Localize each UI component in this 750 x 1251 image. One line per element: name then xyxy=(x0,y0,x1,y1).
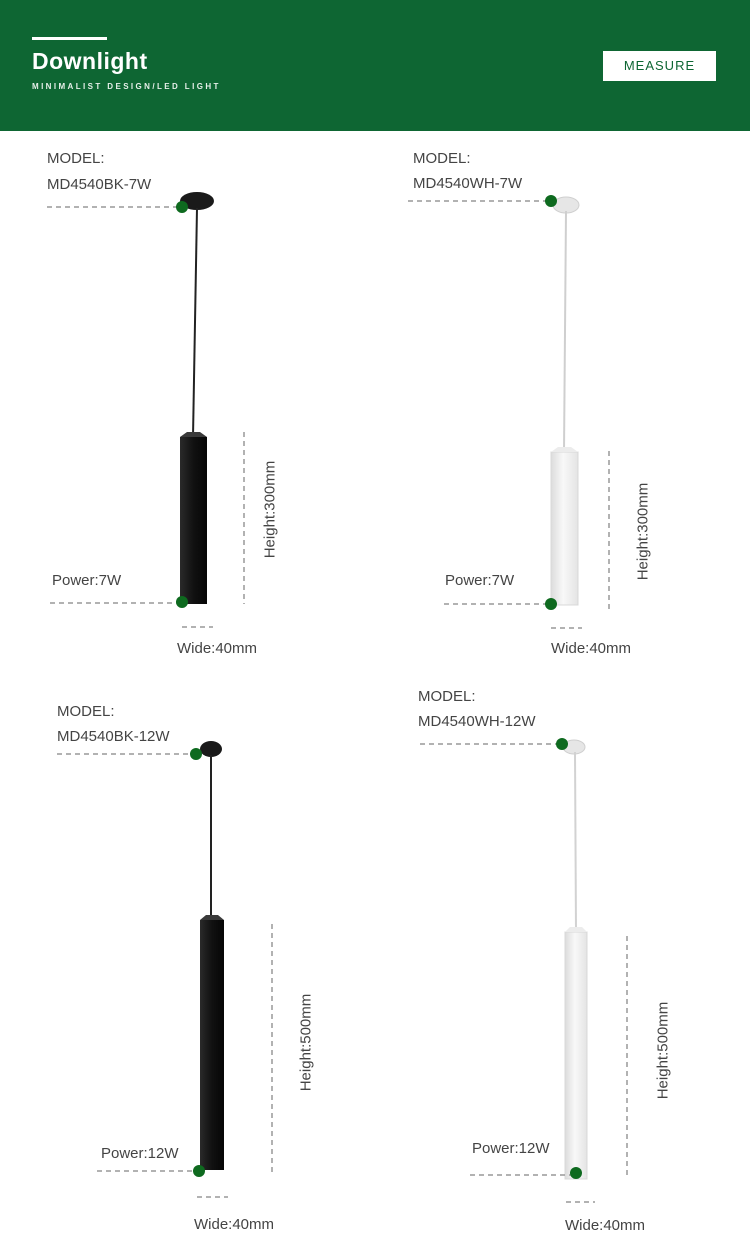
measure-button[interactable]: MEASURE xyxy=(603,51,716,81)
model-code: MD4540BK-12W xyxy=(57,728,170,745)
lamp-body xyxy=(200,920,224,1170)
power-label: Power:7W xyxy=(52,572,122,589)
marker-dot xyxy=(176,201,188,213)
suspension-cord xyxy=(564,211,566,452)
product-3-drawing xyxy=(57,741,272,1197)
model-label: MODEL: xyxy=(47,150,105,167)
wide-label: Wide:40mm xyxy=(194,1216,275,1233)
marker-dot xyxy=(545,598,557,610)
product-1-drawing xyxy=(47,192,244,627)
model-code: MD4540BK-7W xyxy=(47,176,152,193)
lamp-body xyxy=(551,452,578,605)
model-code: MD4540WH-7W xyxy=(413,175,523,192)
wide-label: Wide:40mm xyxy=(177,640,258,657)
marker-dot xyxy=(190,748,202,760)
height-label: Height:300mm xyxy=(261,460,279,559)
lamp-body xyxy=(180,437,207,604)
power-label: Power:12W xyxy=(101,1145,179,1162)
height-label: Height:500mm xyxy=(297,993,315,1092)
marker-dot xyxy=(556,738,568,750)
wide-label: Wide:40mm xyxy=(551,640,632,657)
ceiling-canopy-icon xyxy=(200,741,222,757)
marker-dot xyxy=(545,195,557,207)
model-label: MODEL: xyxy=(57,703,115,720)
power-label: Power:7W xyxy=(445,572,515,589)
page-title: Downlight xyxy=(32,48,148,74)
product-2-drawing xyxy=(408,195,609,628)
model-label: MODEL: xyxy=(418,688,476,705)
power-label: Power:12W xyxy=(472,1140,550,1157)
model-label: MODEL: xyxy=(413,150,471,167)
ceiling-canopy-icon xyxy=(553,197,579,213)
height-label: Height:300mm xyxy=(634,482,652,581)
suspension-cord xyxy=(193,208,197,437)
model-code: MD4540WH-12W xyxy=(418,713,536,730)
height-label: Height:500mm xyxy=(654,1001,672,1100)
page-subtitle: MINIMALIST DESIGN/LED LIGHT xyxy=(32,82,221,91)
marker-dot xyxy=(193,1165,205,1177)
marker-dot xyxy=(570,1167,582,1179)
lamp-body xyxy=(565,932,587,1179)
product-4-drawing xyxy=(420,738,627,1202)
marker-dot xyxy=(176,596,188,608)
suspension-cord xyxy=(575,752,576,932)
wide-label: Wide:40mm xyxy=(565,1217,646,1234)
